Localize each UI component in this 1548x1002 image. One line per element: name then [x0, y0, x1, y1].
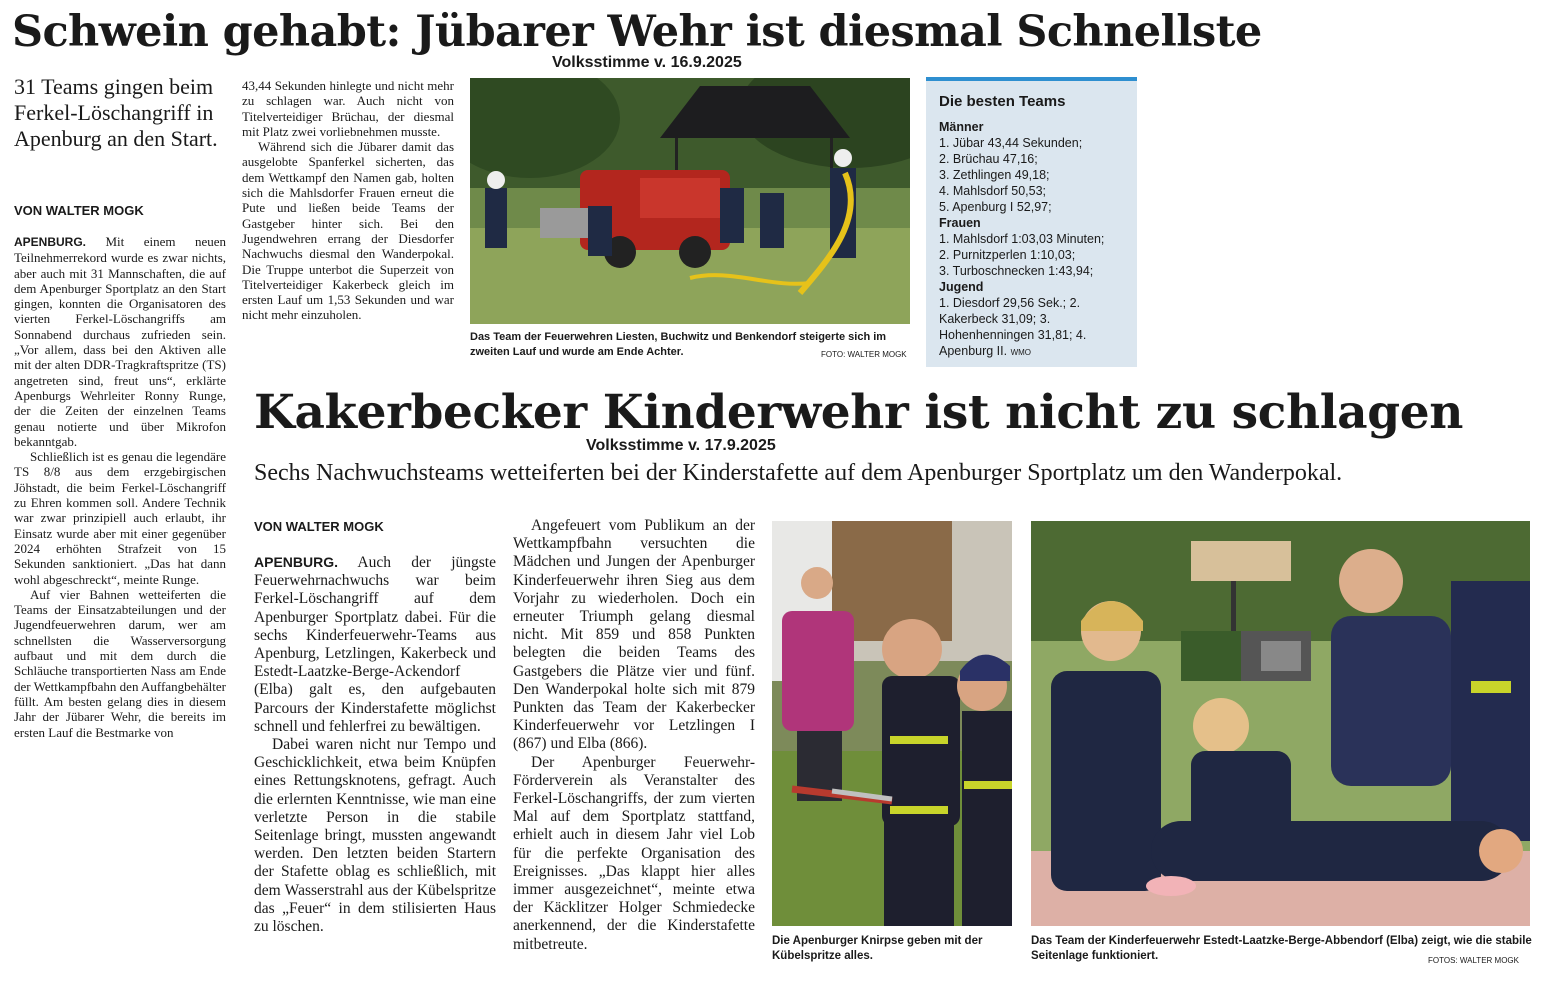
- women-label: Frauen: [939, 216, 981, 230]
- men-result: 5. Apenburg I 52,97;: [939, 200, 1052, 214]
- article1-col1-p3: Auf vier Bahnen wetteiferten die Teams der Einsatzabteilungen und der Jugendfeuerwehren darum, wer am schnellsten die Wasserversorgung aufbaut und mit dem durch die Schläuche transportierten Nass am Ende der Wettkampfbahn den Auffangbehälter füllt. Am besten gelang dies in diesem Jahr der Jübarer Wehr, die bereits im ersten Lauf die Bestmarke von: [14, 586, 226, 740]
- article2-column-2: [513, 517, 755, 954]
- article2-col2-p2: Der Apenburger Feuerwehr-Förderverein als Veranstalter des Ferkel-Löschangriffs, der zum vierten Mal auf dem Sportplatz stattfand, erhielt auch in diesem Jahr viel Lob für die perfekte Organisation des Ereignisses. „Das klappt hier alles immer ausgezeichnet“, meinte etwa der Käcklitzer Holger Schmiedecke anerkennend, der die Kinderstafette mitbetreute.: [513, 753, 755, 953]
- men-result: 2. Brüchau 47,16;: [939, 152, 1038, 166]
- men-result: 1. Jübar 43,44 Sekunden;: [939, 136, 1083, 150]
- men-result: 4. Mahlsdorf 50,53;: [939, 184, 1047, 198]
- article2-col2-p1: Angefeuert vom Publikum an der Wettkampfbahn versuchten die Mädchen und Jungen der Apenburger Kinderfeuerwehr ihren Sieg aus dem Vorjahr zu wiederholen. Doch ein erneuter Triumph gelang diesmal nicht. Mit 859 und 858 Punkten belegten die beiden Teams des Gastgebers die Plätze vier und fünf. Den Wanderpokal holte sich mit 879 Punkten das Team der Kakerbecker Kinderfeuerwehr vor Letzlingen I (867) und Elba (866).: [513, 517, 755, 753]
- article1-headline: Schwein gehabt: Jübarer Wehr ist diesmal Schnellste: [12, 7, 1262, 57]
- article2-col1-p1: Auch der jüngste Feuerwehrnachwuchs war beim Ferkel-Löschangriff auf dem Apenburger Sportplatz dabei. Für die sechs Kinderfeuerwehr-Teams aus Apenburg, Letzlingen, Kakerbeck und Estedt-Laatzke-Berge-Ackendorf (Elba) galt es, den aufgebauten Parcours der Kinderstafette möglichst schnell und fehlerfrei zu bewältigen.: [254, 554, 496, 735]
- article1-column-1: [14, 234, 226, 740]
- article2-col1-p2: Dabei waren nicht nur Tempo und Geschicklichkeit, etwa beim Knüpfen eines Rettungsknotens, gefragt. Auch die erlernten Kenntnisse, wie man eine verletzte Person in die stabile Seitenlage bringt, mussten angewandt werden. Den letzten beiden Startern der Stafette oblag es schließlich, mit dem Wasserstrahl aus der Kübelspritze das „Feuer“ in dem stilisierten Haus zu löschen.: [254, 736, 496, 936]
- article2-subheadline: Sechs Nachwuchsteams wetteiferten bei der Kinderstafette auf dem Apenburger Sportplatz um den Wanderpokal.: [254, 460, 1343, 486]
- article1-col2-p1: 43,44 Sekunden hinlegte und nicht mehr zu schlagen war. Auch nicht von Titelverteidiger Brüchau, der diesmal mit Platz zwei vorliebnehmen musste.: [242, 78, 454, 139]
- article1-column-2: [242, 78, 454, 323]
- article1-col1-p2: Schließlich ist es genau die legendäre TS 8/8 aus dem erzgebirgischen Jöhstadt, die beim Ferkel-Löschangriff zu Ehren kommen soll. Andere Technik war zwar prinzipiell auch erlaubt, ihr Einsatz wurde aber mit einer gegenüber 2024 erhöhten Strafzeit von 15 Sekunden sanktioniert. „Das hat dann wohl abgeschreckt“, meinte Runge.: [14, 449, 226, 587]
- article1-dateline: APENBURG.: [14, 235, 87, 249]
- article1-photo: [470, 78, 910, 324]
- article2-photo-2-caption: Das Team der Kinderfeuerwehr Estedt-Laatzke-Berge-Abbendorf (Elba) zeigt, wie die stabile Seitenlage funktioniert.: [1031, 935, 1532, 962]
- article2-byline: VON WALTER MOGK: [254, 519, 384, 534]
- article1-source: Volksstimme v. 16.9.2025: [552, 54, 742, 71]
- kids-bucket-sprayer-photo: [772, 521, 1012, 926]
- best-teams-title: Die besten Teams: [939, 93, 1066, 110]
- women-result: 1. Mahlsdorf 1:03,03 Minuten;: [939, 232, 1105, 246]
- article1-col2-p2: Während sich die Jübarer damit das ausgelobte Spanferkel sicherten, das dem Wettkampf den Namen gab, holten sich die Mahlsdorfer Frauen erneut die Pute und ließen beide Teams der Gastgeber hinter sich. Bei den Jugendwehren errang der Diesdorfer Nachwuchs diesmal den Wanderpokal. Die Truppe unterbot die Superzeit von Titelverteidiger Kakerbeck gleich im ersten Lauf um 1,53 Sekunden und war nicht mehr einzuholen.: [242, 139, 454, 323]
- firefighters-photo: [470, 78, 910, 324]
- youth-results: 1. Diesdorf 29,56 Sek.; 2. Kakerbeck 31,09; 3. Hohenhenningen 31,81; 4. Apenburg II. WMO: [939, 296, 1087, 358]
- article1-intro: 31 Teams gingen beim Ferkel-Löschangriff in Apenburg an den Start.: [14, 74, 218, 151]
- best-teams-box: [926, 77, 1137, 367]
- article2-photo-1: [772, 521, 1012, 926]
- article2-photo-credit: FOTOS: WALTER MOGK: [1428, 956, 1519, 965]
- article1-col1-p1: Mit einem neuen Teilnehmerrekord wurde es zwar nichts, aber auch mit 31 Mannschaften, die auf dem Apenburger Sportplatz an den Start gingen, konnten die Organisatoren des vierten Ferkel-Löschangriffs am Sonnabend durchaus zufrieden sein. „Vor allem, dass bei den Aktiven alle mit der alten DDR-Tragkraftspritze (TS) angetreten sind, freut uns“, erklärte Apenburgs Wehrleiter Ronny Runge, der die Zeiten der einzelnen Teams genau notierte und über Mikrofon bekanntgab.: [14, 234, 226, 449]
- author-mark: WMO: [1010, 348, 1032, 357]
- women-result: 2. Purnitzperlen 1:10,03;: [939, 248, 1076, 262]
- men-label: Männer: [939, 120, 984, 134]
- article2-dateline: APENBURG.: [254, 554, 339, 570]
- recovery-position-photo: [1031, 521, 1530, 926]
- article2-photo-2: [1031, 521, 1530, 926]
- men-result: 3. Zethlingen 49,18;: [939, 168, 1050, 182]
- article2-photo-1-caption: Die Apenburger Knirpse geben mit der Kübelspritze alles.: [772, 935, 983, 962]
- youth-label: Jugend: [939, 280, 984, 294]
- article2-column-1: [254, 553, 496, 936]
- article1-photo-caption: Das Team der Feuerwehren Liesten, Buchwitz und Benkendorf steigerte sich im zweiten Lauf und wurde am Ende Achter.: [470, 331, 887, 358]
- women-result: 3. Turboschnecken 1:43,94;: [939, 264, 1094, 278]
- article1-photo-credit: FOTO: WALTER MOGK: [821, 350, 907, 359]
- article2-source: Volksstimme v. 17.9.2025: [586, 437, 776, 454]
- article1-byline: VON WALTER MOGK: [14, 203, 144, 218]
- article2-headline: Kakerbecker Kinderwehr ist nicht zu schlagen: [254, 385, 1463, 440]
